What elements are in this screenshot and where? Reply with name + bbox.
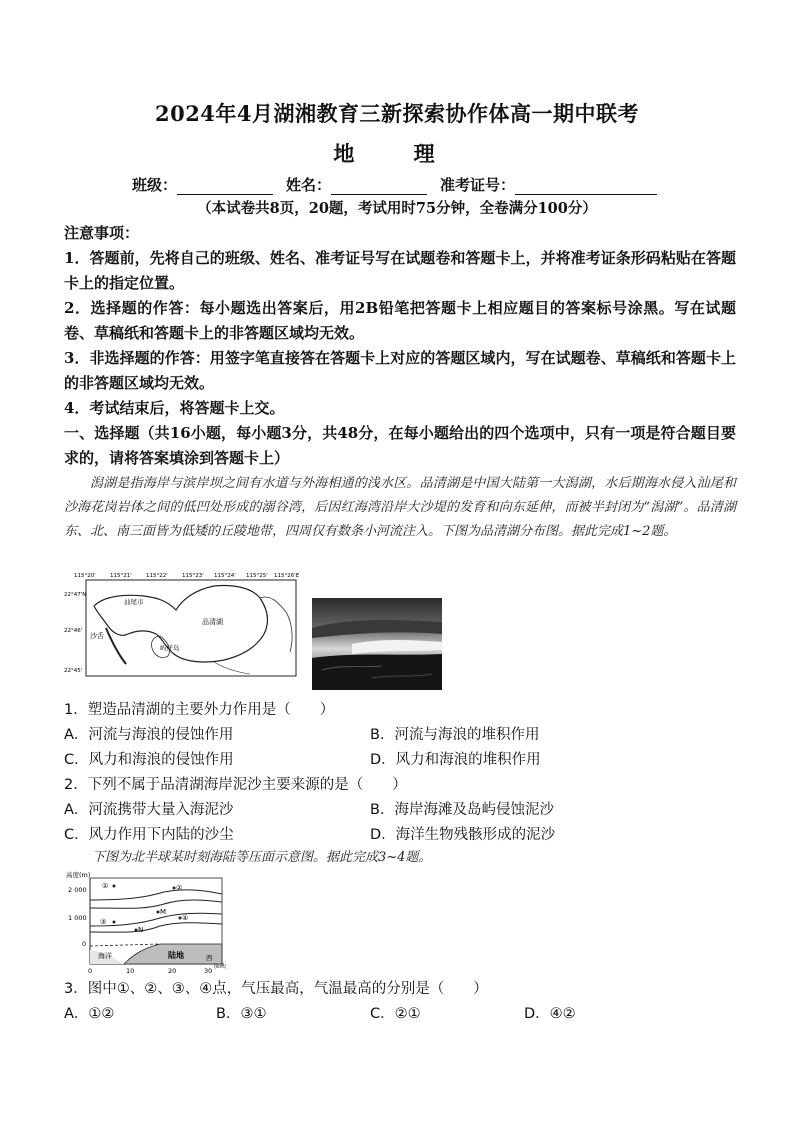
direction-label: 西: [206, 954, 213, 962]
q2-option-c[interactable]: C．风力作用下内陆的沙尘: [64, 827, 234, 843]
q2-option-b[interactable]: B．海岸海滩及岛屿侵蚀泥沙: [370, 802, 554, 818]
q2-option-d[interactable]: D．海洋生物残骸形成的泥沙: [370, 827, 556, 843]
lon-label: 115°24': [214, 573, 236, 579]
y-tick: 1 000: [68, 914, 87, 922]
isobar-upper: [90, 890, 222, 900]
q3-option-b[interactable]: B．③①: [216, 1006, 267, 1022]
land-label: 陆地: [168, 951, 184, 960]
point-n: N: [138, 926, 144, 934]
passage-1: 潟湖是指海岸与滨岸坝之间有水道与外海相通的浅水区。品清湖是中国大陆第一大潟湖，水后期海水侵入汕尾和沙海花岗岩体之间的低凹处形成的溺谷湾，后因红海湾沿岸大沙堤的发育和向东延伸，而被半封闭为“潟湖”。品清湖东、北、南三面皆为低矮的丘陵地带，四周仅有数条小河流注入。下图为品清湖分布图。据此完成1~2题。: [64, 476, 736, 539]
question-2-stem: 2．下列不属于品清湖海岸泥沙主要来源的是（ ）: [64, 777, 407, 793]
x-unit: (km): [214, 964, 226, 970]
class-blank[interactable]: [177, 178, 273, 195]
name-label: 姓名：: [286, 176, 332, 194]
pinqing-lake-map: [64, 572, 300, 684]
place-label-pinqing-lake: 品清湖: [202, 618, 223, 626]
lon-label: 115°26'E: [274, 573, 300, 579]
x-tick: 10: [126, 967, 135, 975]
notice-item-1: 1．答题前，先将自己的班级、姓名、准考证号写在试题卷和答题卡上，并将准考证条形码粘贴在答题卡上的指定位置。: [64, 249, 736, 292]
lon-label: 115°25': [246, 573, 268, 579]
isobar-upper-2: [90, 900, 222, 908]
lat-label: 22°47'N: [64, 592, 87, 598]
name-field[interactable]: [286, 174, 427, 195]
notice-item-2: 2．选择题的作答：每小题选出答案后，用2B铅笔把答题卡上相应题目的答案标号涂黑。写在试题卷、草稿纸和答题卡上的非答题区域均无效。: [64, 299, 736, 342]
place-label-island: 屿仔岛: [160, 644, 180, 652]
y-tick: 0: [82, 940, 87, 948]
isobar-diagram: [64, 868, 226, 976]
q2-option-a[interactable]: A．河流携带大量入海泥沙: [64, 802, 234, 818]
q1-option-b[interactable]: B．河流与海浪的堆积作用: [370, 727, 540, 743]
question-1-stem: 1．塑造品清湖的主要外力作用是（ ）: [64, 702, 335, 718]
sea-label: 海洋: [98, 952, 112, 960]
isobar-lower: [90, 913, 222, 926]
class-field[interactable]: [132, 174, 273, 195]
question-3-stem: 3．图中①、②、③、④点，气压最高，气温最高的分别是（ ）: [64, 981, 488, 997]
exam-id-field[interactable]: [440, 174, 657, 195]
notice-item-3: 3．非选择题的作答：用签字笔直接答在答题卡上对应的答题区域内，写在试题卷、草稿纸和答题卡上的非答题区域均无效。: [64, 349, 736, 392]
place-label-shanwei: 汕尾市: [124, 598, 144, 606]
lat-label: 22°46': [64, 628, 83, 634]
place-label-sand-spit: 沙舌: [90, 632, 104, 640]
point-m: M: [160, 908, 167, 916]
lon-label: 115°20': [74, 573, 96, 579]
y-tick: 2 000: [68, 886, 87, 894]
q1-option-d[interactable]: D．风力和海浪的堆积作用: [370, 752, 541, 768]
passage-2: 下图为北半球某时刻海陆等压面示意图。据此完成3~4题。: [92, 850, 432, 865]
x-tick: 20: [168, 967, 177, 975]
subject-title: 地 理: [333, 141, 461, 166]
y-axis-label: 高度(m): [66, 871, 91, 879]
q1-option-a[interactable]: A．河流与海浪的侵蚀作用: [64, 727, 234, 743]
q3-option-c[interactable]: C．②①: [370, 1006, 421, 1022]
q3-option-a[interactable]: A．①②: [64, 1006, 115, 1022]
exam-id-label: 准考证号：: [440, 176, 516, 194]
section-heading: 一、选择题（共16小题，每小题3分，共48分，在每小题给出的四个选项中，只有一项是符合题目要求的，请将答案填涂到答题卡上）: [64, 424, 736, 467]
x-tick: 0: [88, 967, 93, 975]
exam-title: 2024年4月湖湘教育三新探索协作体高一期中联考: [154, 101, 640, 126]
isobar-lower-2: [90, 923, 222, 933]
point-2: ②: [176, 884, 183, 892]
notice-item-4: 4．考试结束后，将答题卡上交。: [64, 399, 285, 417]
lon-label: 115°22': [146, 573, 168, 579]
class-label: 班级：: [132, 176, 178, 194]
lon-label: 115°21': [110, 573, 132, 579]
notice-heading: 注意事项：: [64, 224, 140, 242]
x-tick: 30: [204, 967, 213, 975]
lat-label: 22°45': [64, 668, 83, 674]
name-blank[interactable]: [331, 178, 427, 195]
lake-photo: [312, 598, 442, 690]
q3-option-d[interactable]: D．④②: [524, 1006, 576, 1022]
q1-option-c[interactable]: C．风力和海浪的侵蚀作用: [64, 752, 234, 768]
point-1: ①: [102, 882, 109, 890]
point-3: ③: [100, 918, 107, 926]
lon-label: 115°23': [182, 573, 204, 579]
point-4: ④: [182, 914, 189, 922]
exam-id-blank[interactable]: [515, 178, 657, 195]
exam-note: （本试卷共8页，20题，考试用时75分钟，全卷满分100分）: [197, 200, 597, 217]
